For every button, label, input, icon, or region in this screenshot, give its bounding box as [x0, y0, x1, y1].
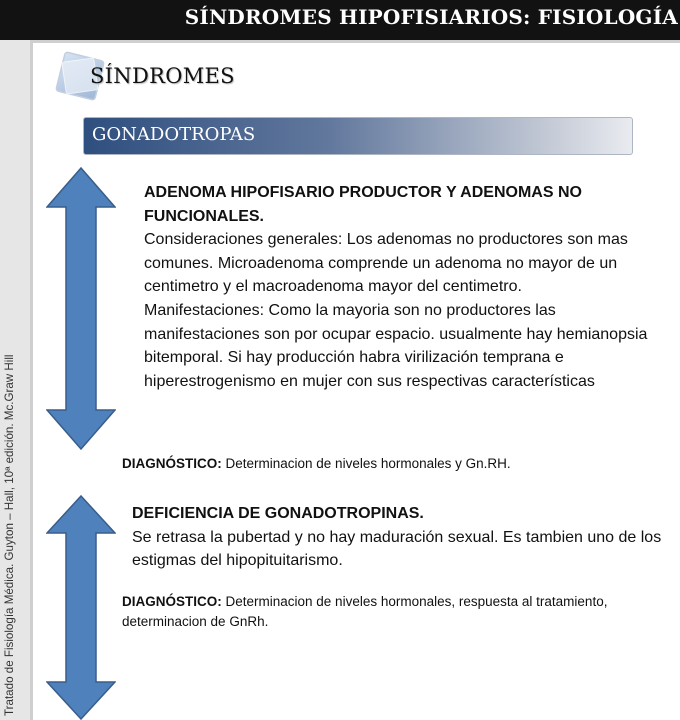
adenoma-manifestations: Manifestaciones: Como la mayoria son no productores las manifestaciones son por ocupar espacio. usualmente hay hemianopsia bitemporal. Si hay producción habra virilización temprana e hiperestrogenismo en mujer con sus respectivas características — [144, 301, 648, 390]
deficiency-section — [132, 502, 662, 573]
adenoma-section — [144, 181, 664, 393]
double-arrow-icon — [46, 495, 116, 720]
frame-line-left — [30, 40, 33, 720]
diagnosis-label: DIAGNÓSTICO: — [122, 456, 222, 471]
adenoma-heading: ADENOMA HIPOFISARIO PRODUCTOR Y ADENOMAS NO FUNCIONALES. — [144, 184, 582, 225]
slide-title: SÍNDROMES HIPOFISIARIOS: FISIOLOGÍA — [184, 5, 678, 29]
section-header-label: GONADOTROPAS — [92, 124, 256, 145]
double-arrow-icon — [46, 167, 116, 450]
diagnosis-text: Determinacion de niveles hormonales, respuesta al tratamiento, determinacion de GnRh. — [122, 594, 608, 629]
deficiency-heading: DEFICIENCIA DE GONADOTROPINAS. — [132, 505, 424, 522]
side-caption: Tratado de Fisiología Médica. Guyton – Hall, 10ª edición. Mc.Graw Hill — [3, 354, 16, 716]
slide-subtitle: SÍNDROMES — [90, 64, 235, 88]
adenoma-diagnosis — [122, 456, 672, 471]
diagnosis-text: Determinacion de niveles hormonales y Gn.RH. — [221, 456, 511, 471]
section-header — [83, 117, 633, 155]
title-bar — [0, 0, 680, 40]
frame-line-top — [30, 40, 680, 43]
deficiency-diagnosis — [122, 592, 642, 632]
adenoma-general-considerations: Consideraciones generales: Los adenomas no productores son mas comunes. Microadenoma comprende un adenoma no mayor de un centimetro y el macroadenoma mayor del centimetro. — [144, 231, 628, 296]
diagnosis-label: DIAGNÓSTICO: — [122, 594, 222, 609]
deficiency-body: Se retrasa la pubertad y no hay maduración sexual. Es tambien uno de los estigmas del hipopituitarismo. — [132, 528, 662, 570]
